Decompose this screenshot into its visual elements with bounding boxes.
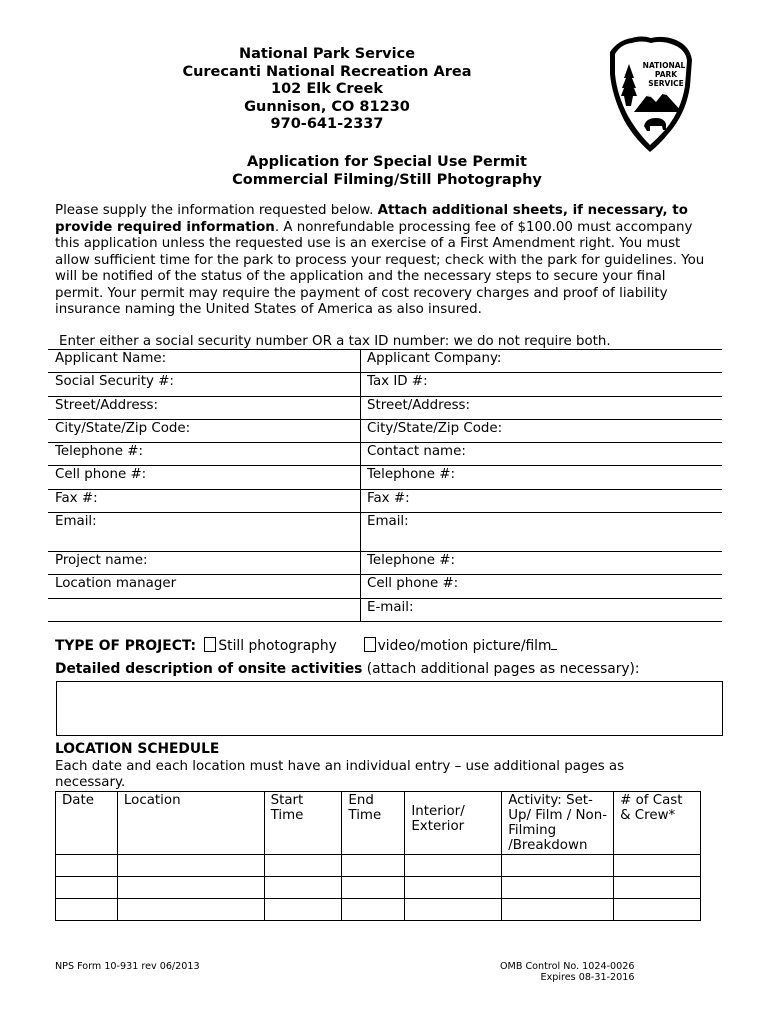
intro-line-1 bbox=[55, 203, 720, 220]
intro-line-3: this application unless the requested use is an exercise of a First Amendment right. You must bbox=[55, 236, 681, 251]
nps-arrowhead-logo bbox=[604, 34, 696, 154]
table-cell[interactable] bbox=[264, 855, 342, 877]
contact-name-field[interactable]: Contact name: bbox=[367, 444, 466, 459]
intro-l1-plain: Please supply the information requested below. bbox=[55, 203, 378, 218]
intro-l2-bold: provide required information bbox=[55, 219, 275, 235]
video-film-label: video/motion picture/film bbox=[377, 638, 552, 654]
table-cell[interactable] bbox=[264, 877, 342, 899]
form-rule bbox=[48, 349, 722, 350]
company-street-field[interactable]: Street/Address: bbox=[367, 398, 471, 413]
header-date: Date bbox=[56, 792, 118, 855]
form-rule bbox=[48, 574, 722, 575]
table-cell[interactable] bbox=[117, 877, 264, 899]
table-cell[interactable] bbox=[56, 855, 118, 877]
phone-number: 970-641-2337 bbox=[270, 116, 384, 133]
description-label-plain: (attach additional pages as necessary): bbox=[362, 661, 640, 677]
header-cast-crew: # of Cast & Crew* bbox=[614, 792, 701, 855]
form-rule bbox=[48, 551, 722, 552]
instructions-paragraph bbox=[55, 203, 720, 319]
location-schedule-table bbox=[55, 791, 701, 921]
logo-text-national: NATIONAL bbox=[642, 61, 686, 70]
company-email-field[interactable]: Email: bbox=[367, 514, 409, 529]
form-title-line1: Application for Special Use Permit bbox=[247, 154, 527, 170]
ssn-tax-id-note: Enter either a social security number OR a tax ID number: we do not require both. bbox=[59, 334, 611, 349]
intro-line-4: allow sufficient time for the park to process your request; check with the park for guidelines. You bbox=[55, 252, 705, 268]
project-type-label: TYPE OF PROJECT: bbox=[55, 638, 197, 654]
intro-line-2 bbox=[55, 220, 720, 237]
table-cell[interactable] bbox=[264, 899, 342, 921]
table-cell[interactable] bbox=[342, 877, 405, 899]
location-manager-field[interactable]: Location manager bbox=[55, 576, 177, 591]
omb-info bbox=[500, 961, 634, 983]
park-address-header bbox=[120, 46, 534, 134]
intro-line-6: permit. Your permit may require the payment of cost recovery charges and proof of liability bbox=[55, 285, 668, 301]
intro-line-5: will be notified of the status of the application and the necessary steps to secure your final bbox=[55, 269, 666, 284]
table-cell[interactable] bbox=[614, 877, 701, 899]
applicant-fax-field[interactable]: Fax #: bbox=[55, 491, 98, 506]
table-row bbox=[56, 877, 701, 899]
table-cell[interactable] bbox=[56, 899, 118, 921]
area-name: Curecanti National Recreation Area bbox=[182, 63, 472, 80]
table-cell[interactable] bbox=[614, 899, 701, 921]
table-cell[interactable] bbox=[405, 855, 502, 877]
project-name-field[interactable]: Project name: bbox=[55, 553, 148, 568]
intro-l1-bold: Attach additional sheets, if necessary, to bbox=[377, 203, 688, 218]
form-rule bbox=[48, 465, 722, 466]
header-location: Location bbox=[117, 792, 264, 855]
applicant-company-field[interactable]: Applicant Company: bbox=[367, 351, 502, 366]
form-rule bbox=[48, 419, 722, 420]
table-cell[interactable] bbox=[614, 855, 701, 877]
header-end-time: End Time bbox=[342, 792, 405, 855]
description-label bbox=[55, 661, 640, 677]
schedule-header-row bbox=[56, 792, 701, 855]
manager-email-field[interactable]: E-mail: bbox=[367, 600, 414, 615]
omb-expiration: Expires 08-31-2016 bbox=[540, 972, 635, 983]
logo-text-service: SERVICE bbox=[648, 79, 684, 88]
table-cell[interactable] bbox=[502, 877, 614, 899]
project-telephone-field[interactable]: Telephone #: bbox=[367, 553, 455, 568]
company-fax-field[interactable]: Fax #: bbox=[367, 491, 410, 506]
table-cell[interactable] bbox=[117, 855, 264, 877]
table-row bbox=[56, 899, 701, 921]
form-rule bbox=[48, 396, 722, 397]
intro-line-7: insurance naming the United States of America as also insured. bbox=[55, 302, 482, 317]
applicant-street-field[interactable]: Street/Address: bbox=[55, 398, 159, 413]
applicant-telephone-field[interactable]: Telephone #: bbox=[55, 444, 143, 459]
form-number: NPS Form 10-931 rev 06/2013 bbox=[55, 961, 200, 972]
street-address: 102 Elk Creek bbox=[271, 81, 383, 98]
project-type-row bbox=[55, 637, 557, 654]
city-state-zip: Gunnison, CO 81230 bbox=[244, 98, 410, 115]
description-textarea[interactable] bbox=[56, 681, 723, 736]
intro-l2-plain: . A nonrefundable processing fee of $100.00 must accompany bbox=[274, 219, 693, 235]
table-cell[interactable] bbox=[56, 877, 118, 899]
header-interior-exterior: Interior/ Exterior bbox=[405, 792, 502, 855]
ssn-field[interactable]: Social Security #: bbox=[55, 374, 174, 389]
still-photography-label: Still photography bbox=[218, 638, 337, 654]
form-title-line2: Commercial Filming/Still Photography bbox=[232, 172, 542, 188]
applicant-name-field[interactable]: Applicant Name: bbox=[55, 351, 167, 366]
form-rule bbox=[48, 598, 722, 599]
form-rule bbox=[48, 489, 722, 490]
form-title bbox=[120, 153, 654, 189]
schedule-instructions: Each date and each location must have an individual entry – use additional pages as necessary. bbox=[55, 759, 625, 790]
logo-text-park: PARK bbox=[654, 70, 678, 79]
table-cell[interactable] bbox=[502, 899, 614, 921]
form-rule bbox=[48, 512, 722, 513]
table-cell[interactable] bbox=[117, 899, 264, 921]
form-rule bbox=[48, 442, 722, 443]
description-label-bold: Detailed description of onsite activities bbox=[55, 661, 363, 677]
applicant-cell-field[interactable]: Cell phone #: bbox=[55, 467, 147, 482]
tax-id-field[interactable]: Tax ID #: bbox=[367, 374, 428, 389]
table-cell[interactable] bbox=[502, 855, 614, 877]
video-film-checkbox[interactable] bbox=[364, 637, 376, 652]
header-start-time: Start Time bbox=[264, 792, 342, 855]
agency-name: National Park Service bbox=[238, 46, 416, 62]
table-cell[interactable] bbox=[342, 899, 405, 921]
form-rule bbox=[48, 372, 722, 373]
table-cell[interactable] bbox=[405, 877, 502, 899]
still-photography-checkbox[interactable] bbox=[204, 637, 216, 652]
company-telephone-field[interactable]: Telephone #: bbox=[367, 467, 455, 482]
form-column-divider bbox=[360, 349, 361, 621]
header-activity: Activity: Set-Up/ Film / Non-Filming /Breakdown bbox=[502, 792, 614, 855]
applicant-city-field[interactable]: City/State/Zip Code: bbox=[55, 421, 191, 436]
applicant-email-field[interactable]: Email: bbox=[55, 514, 97, 529]
form-rule bbox=[48, 621, 722, 622]
table-cell[interactable] bbox=[405, 899, 502, 921]
table-row bbox=[56, 855, 701, 877]
omb-control-number: OMB Control No. 1024-0026 bbox=[500, 961, 635, 972]
schedule-title: LOCATION SCHEDULE bbox=[55, 741, 220, 757]
table-cell[interactable] bbox=[342, 855, 405, 877]
company-city-field[interactable]: City/State/Zip Code: bbox=[367, 421, 503, 436]
manager-cell-field[interactable]: Cell phone #: bbox=[367, 576, 459, 591]
